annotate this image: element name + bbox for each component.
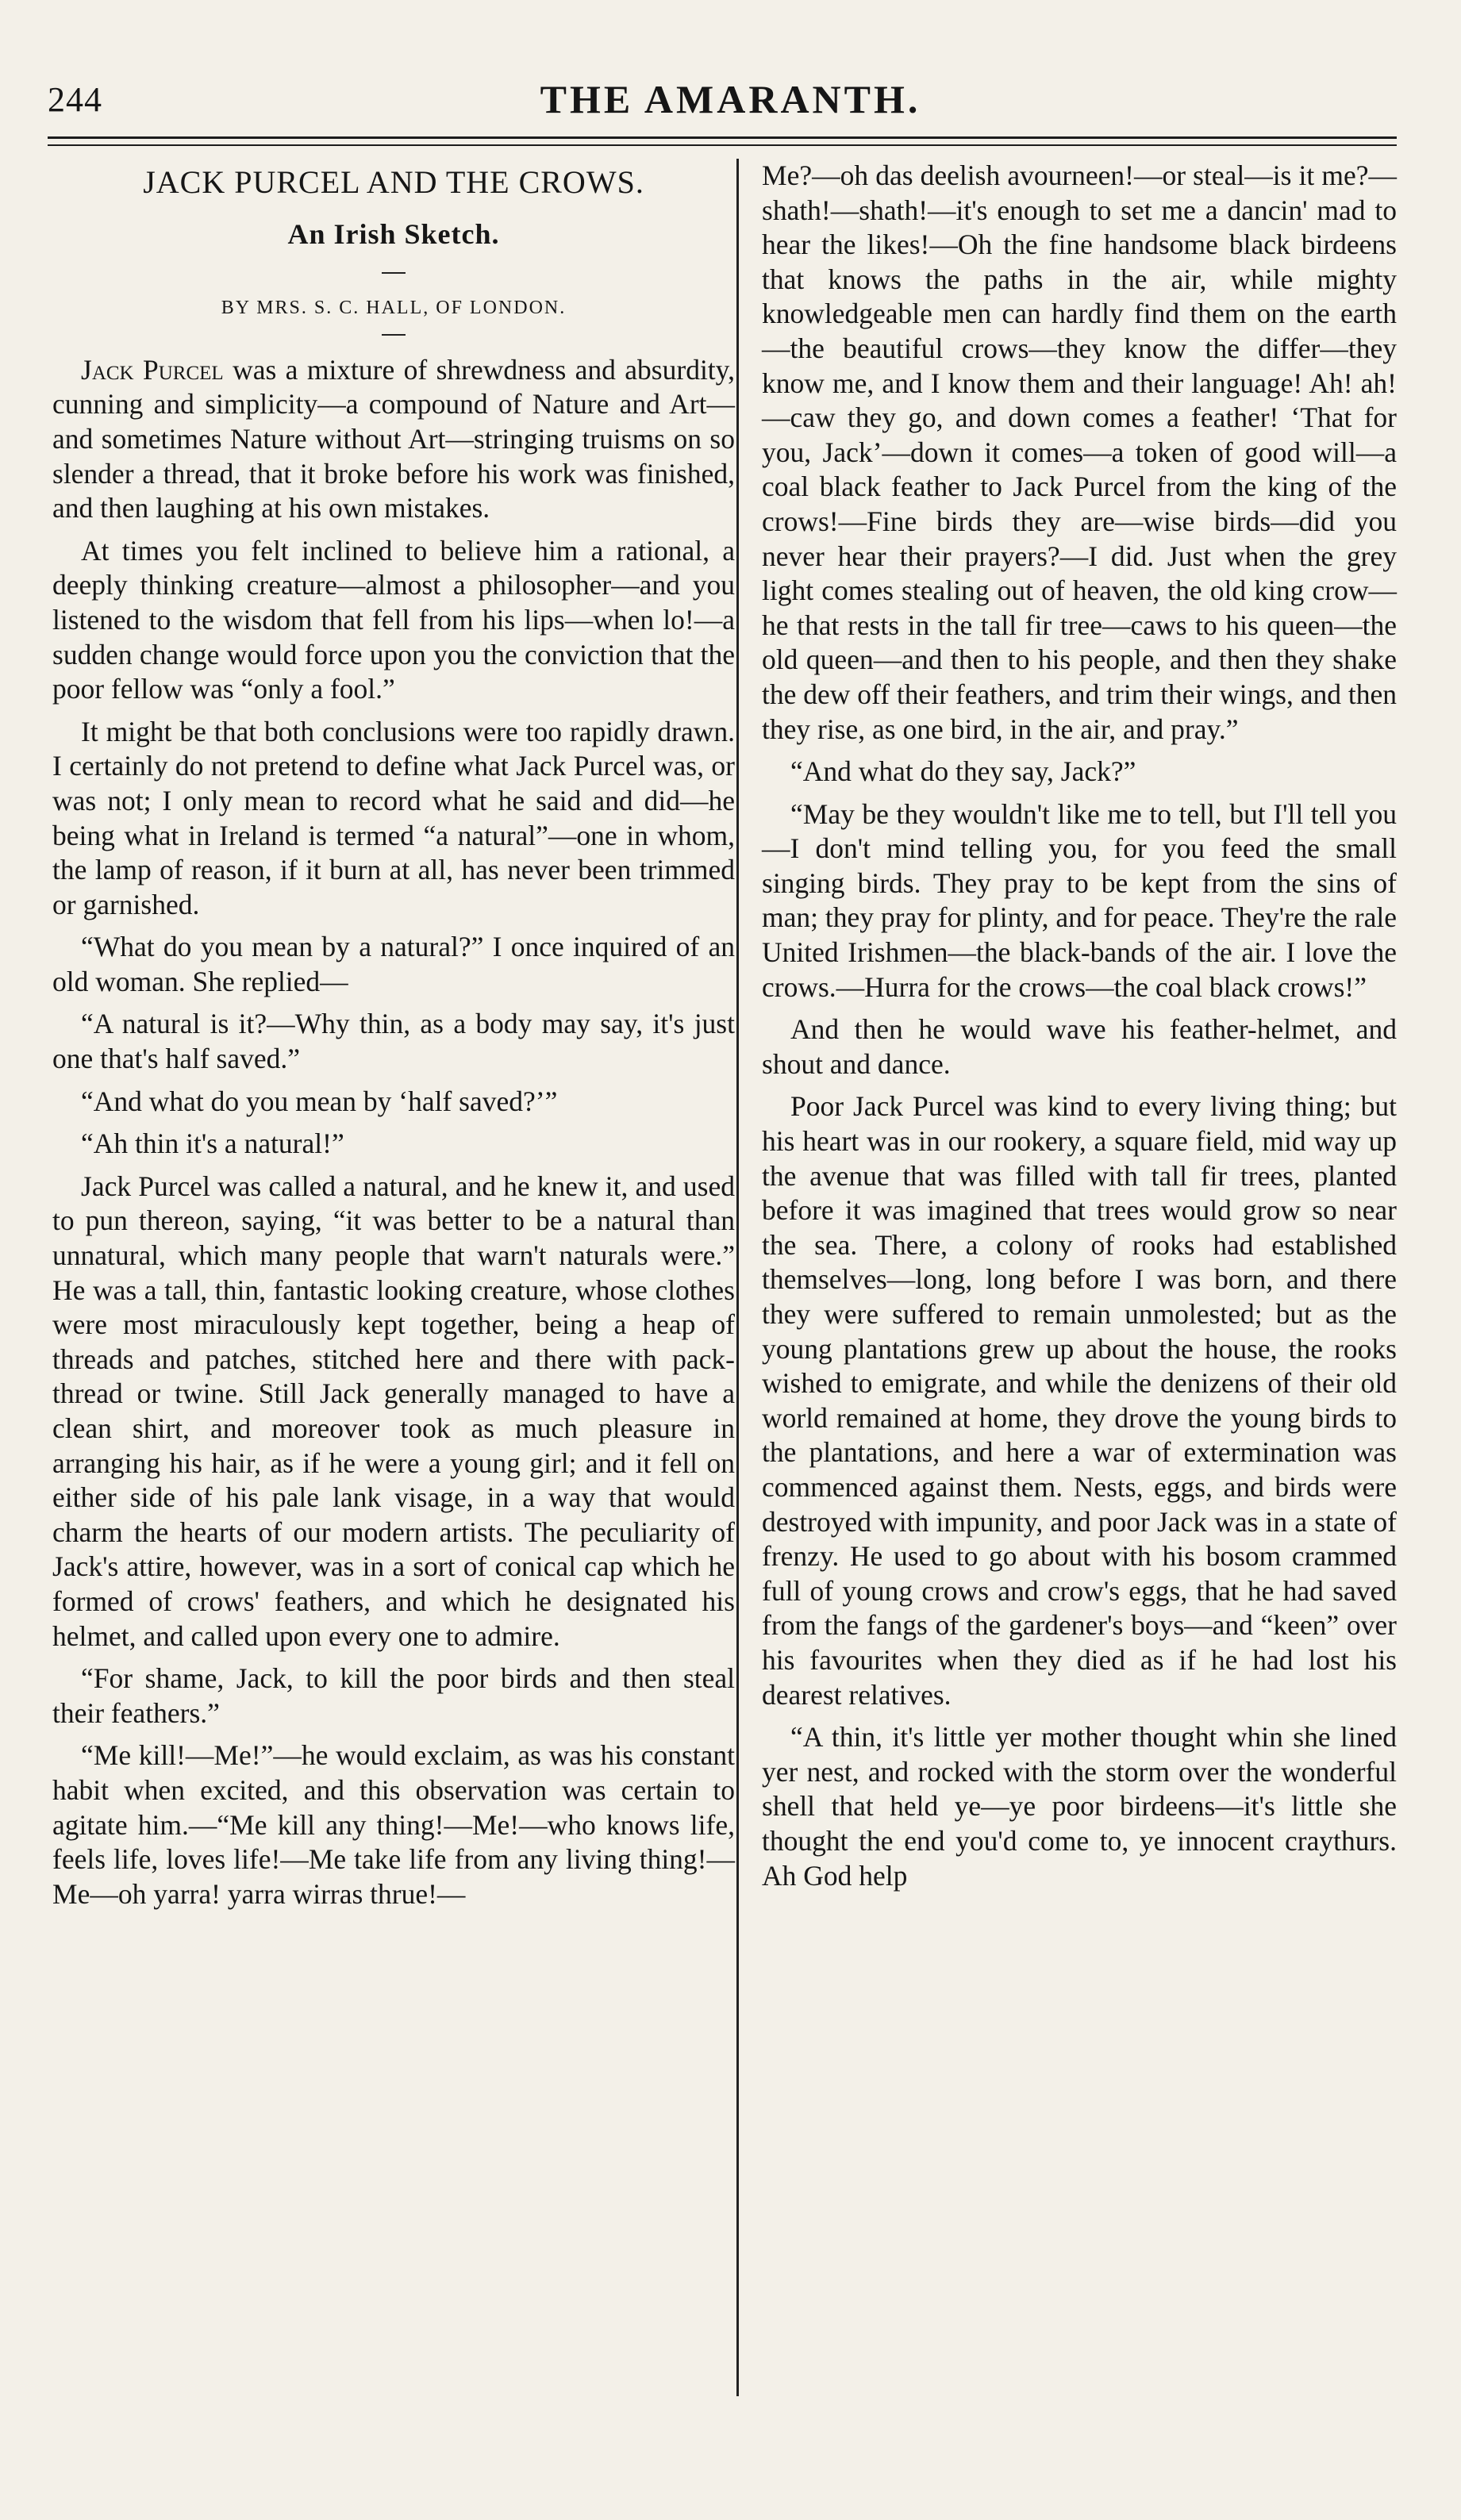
paragraph: Me?—oh das deelish avourneen!—or steal—is it me?—shath!—shath!—it's enough to set me a dancin' mad to hear the likes!—Oh the fine handsome black birdeens that knows the paths in the air, while mighty knowledgeable men can hardly find them on the earth—the beautiful crows—they know the differ—they know me, and I know them and their language! Ah! ah!—caw they go, and down comes a feather! ‘That for you, Jack’—down it comes—a token of good will—a coal black feather to Jack Purcel from the king of the crows!—Fine birds they are—wise birds—did you never hear their prayers?—I did. Just when the grey light comes stealing out of heaven, the old king crow—he that rests in the tall fir tree—caws to his queen—the old queen—and then to his people, and then they shake the dew off their feathers, and trim their wings, and then they rise, as one bird, in the air, and pray.”	[762, 159, 1397, 745]
paragraph: And then he would wave his feather-helmet, and shout and dance.	[762, 1013, 1397, 1080]
left-column	[52, 159, 735, 1919]
paragraph: “A thin, it's little yer mother thought whin she lined yer nest, and rocked with the storm over the wonderful shell that held ye—ye poor birdeens—it's little she thought the end you'd come to, ye innocent craythurs. Ah God help	[762, 1721, 1397, 1892]
paragraph: “And what do they say, Jack?”	[790, 755, 1136, 788]
column-divider	[736, 159, 739, 2396]
paragraph: “Me kill!—Me!”—he would exclaim, as was his constant habit when excited, and this observation was certain to agitate him.—“Me kill any thing!—Me!—who knows life, feels life, loves life!—Me take life from any living thing!—Me—oh yarra! yarra wirras thrue!—	[52, 1739, 735, 1910]
paragraph: Jack Purcel was a mixture of shrewdness and absurdity, cunning and simplicity—a compound of Nature and Art—and sometimes Nature without Art—stringing truisms on so slender a thread, that it broke before his work was finished, and then laughing at his own mistakes.	[52, 353, 735, 524]
paragraph: “May be they wouldn't like me to tell, but I'll tell you—I don't mind telling you, for you feed the small singing birds. They pray to be kept from the sins of man; they pray for plinty, and for peace. They're the rale United Irishmen—the black-bands of the air. I love the crows.—Hurra for the crows—the coal black crows!”	[762, 797, 1397, 1003]
paragraph: Jack Purcel was called a natural, and he knew it, and used to pun thereon, saying, “it was better to be a natural than unnatural, which many people that warn't naturals were.” He was a tall, thin, fantastic looking creature, whose clothes were most miraculously kept together, being a heap of threads and patches, stitched here and there with pack-thread or twine. Still Jack generally managed to have a clean shirt, and moreover took as much pleasure in arranging his hair, as if he were a young girl; and it fell on either side of his pale lank visage, in a way that would charm the hearts of our modern artists. The peculiarity of Jack's attire, however, was in a sort of conical cap which he formed of crows' feathers, and which he designated his helmet, and called upon every one to admire.	[52, 1170, 735, 1652]
article-title: JACK PURCEL AND THE CROWS.	[143, 164, 644, 200]
paragraph: At times you felt inclined to believe him a rational, a deeply thinking creature—almost a philosopher—and you listened to the wisdom that fell from his lips—when lo!—a sudden change would force upon you the conviction that the poor fellow was “only a fool.”	[52, 534, 735, 705]
byline-divider	[382, 334, 406, 336]
paragraph: “What do you mean by a natural?” I once inquired of an old woman. She replied—	[52, 931, 735, 997]
page-number: 244	[48, 80, 102, 119]
article-subtitle: An Irish Sketch.	[287, 217, 500, 250]
paragraph: “For shame, Jack, to kill the poor birds and then steal their feathers.”	[52, 1662, 735, 1729]
title-divider	[382, 272, 406, 274]
drop-name: Jack Purcel	[81, 353, 224, 386]
paragraph: “And what do you mean by ‘half saved?’”	[81, 1085, 558, 1117]
running-head: THE AMARANTH.	[540, 77, 921, 121]
header-rule-thin	[48, 144, 1397, 146]
article-byline: BY MRS. S. C. HALL, OF LONDON.	[221, 298, 567, 319]
paragraph: “Ah thin it's a natural!”	[81, 1127, 344, 1160]
paragraph: It might be that both conclusions were too rapidly drawn. I certainly do not pretend to define what Jack Purcel was, or was not; I only mean to record what he said and did—he being what in Ireland is termed “a natural”—one in whom, the lamp of reason, if it burn at all, has never been trimmed or garnished.	[52, 715, 735, 920]
header-rule	[48, 136, 1397, 139]
right-column	[762, 159, 1397, 1901]
paragraph: Poor Jack Purcel was kind to every living thing; but his heart was in our rookery, a square field, mid way up the avenue that was filled with tall fir trees, planted before it was imagined that trees would grow so near the sea. There, a colony of rooks had established themselves—long, long before I was born, and there they were suffered to remain unmolested; but as the young plantations grew up about the house, the rooks wished to emigrate, and while the denizens of their old world remained at home, they drove the young birds to the plantations, and here a war of extermination was commenced against them. Nests, eggs, and birds were destroyed with impunity, and poor Jack was in a state of frenzy. He used to go about with his bosom crammed full of young crows and crow's eggs, that he had saved from the fangs of the gardener's boys—and “keen” over his favourites when they died as if he had lost his dearest relatives.	[762, 1090, 1397, 1711]
paragraph: “A natural is it?—Why thin, as a body may say, it's just one that's half saved.”	[52, 1008, 735, 1075]
